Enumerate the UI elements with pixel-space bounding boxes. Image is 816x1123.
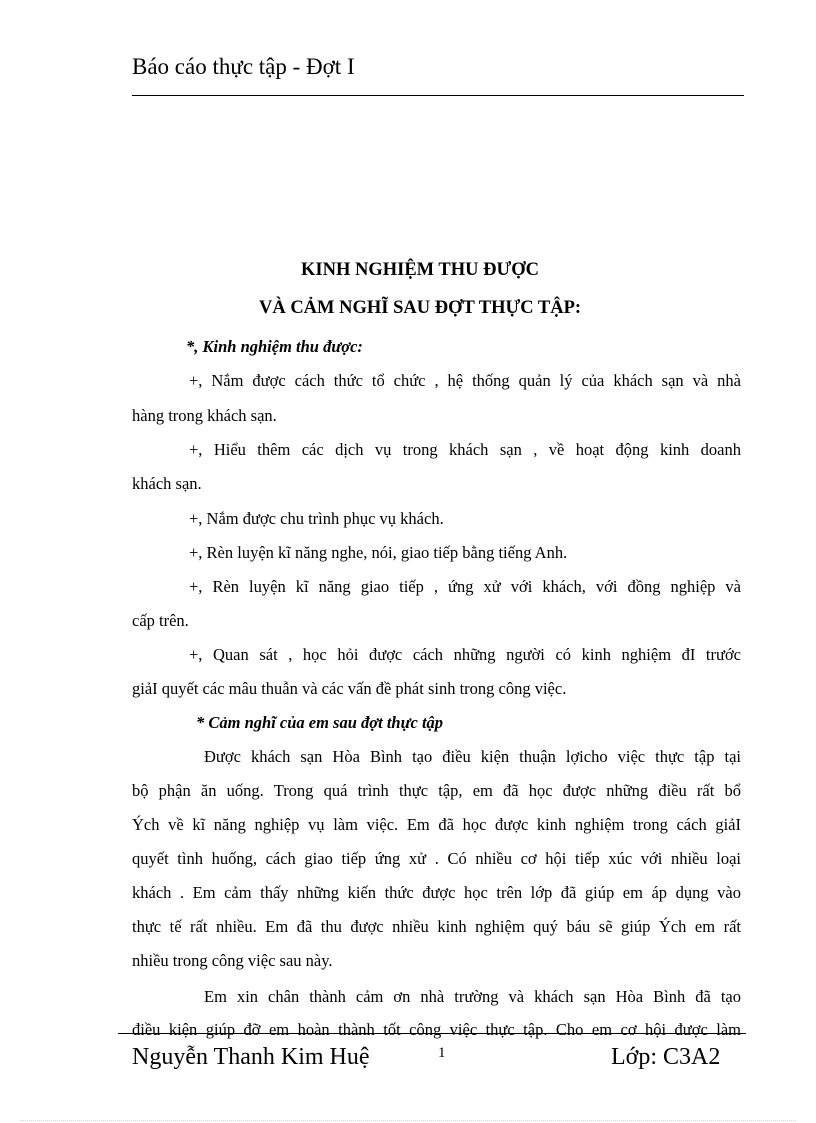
paragraph-line: điều kiện giúp đỡ em hoàn thành tốt công việc thực tập. Cho em cơ hội được làm	[132, 1020, 741, 1039]
paragraph-line: Ých về kĩ năng nghiệp vụ làm việc. Em đã học được kinh nghiệm trong cách giảI	[132, 815, 741, 834]
footer-student-name: Nguyễn Thanh Kim Huệ	[132, 1044, 370, 1070]
paragraph-line: +, Rèn luyện kĩ năng nghe, nói, giao tiếp bằng tiếng Anh.	[189, 543, 568, 562]
footer-class-label: Lớp: C3A2	[611, 1044, 721, 1070]
paragraph-line: khách sạn.	[132, 474, 202, 493]
heading-line-1: KINH NGHIỆM THU ĐƯỢC	[301, 260, 539, 280]
paragraph-line: thực tế rất nhiều. Em đã thu được nhiều kinh nghiệm quý báu sẽ giúp Ých em rất	[132, 917, 741, 936]
section-2-title: * Cảm nghĩ của em sau đợt thực tập	[196, 713, 444, 732]
paragraph-line: Em xin chân thành cảm ơn nhà trường và khách sạn Hòa Bình đã tạo	[204, 987, 741, 1006]
paragraph-line: +, Rèn luyện kĩ năng giao tiếp , ứng xử với khách, với đồng nghiệp và	[189, 577, 741, 596]
paragraph-line: giảI quyết các mâu thuẫn và các vấn đề phát sinh trong công việc.	[132, 679, 567, 698]
page-number: 1	[438, 1045, 446, 1061]
paragraph-line: hàng trong khách sạn.	[132, 406, 277, 425]
page-edge-dotted-line	[20, 1120, 796, 1121]
paragraph-line: +, Nắm được chu trình phục vụ khách.	[189, 509, 444, 528]
paragraph-line: bộ phận ăn uống. Trong quá trình thực tập, em đã học được những điều rất bổ	[132, 781, 741, 800]
page-header-title: Báo cáo thực tập - Đợt I	[132, 54, 355, 79]
section-1-title: *, Kinh nghiệm thu được:	[186, 337, 363, 356]
paragraph-line: +, Quan sát , học hỏi được cách những người có kinh nghiệm đI trước	[189, 645, 741, 664]
header-divider	[132, 95, 744, 96]
paragraph-line: Được khách sạn Hòa Bình tạo điều kiện thuận lợicho việc thực tập tại	[204, 747, 741, 766]
paragraph-line: +, Hiểu thêm các dịch vụ trong khách sạn , về hoạt động kinh doanh	[189, 440, 741, 459]
paragraph-line: quyết tình huống, cách giao tiếp ứng xử . Có nhiều cơ hội tiếp xúc với nhiều loại	[132, 849, 741, 868]
paragraph-line: nhiều trong công việc sau này.	[132, 951, 333, 970]
heading-line-2: VÀ CẢM NGHĨ SAU ĐỢT THỰC TẬP:	[258, 298, 582, 318]
paragraph-line: cấp trên.	[132, 611, 189, 630]
footer-divider	[118, 1033, 746, 1034]
paragraph-line: khách . Em cảm thấy những kiến thức được học trên lớp đã giúp em áp dụng vào	[132, 883, 741, 902]
paragraph-line: +, Nắm được cách thức tổ chức , hệ thống quản lý của khách sạn và nhà	[189, 371, 741, 390]
